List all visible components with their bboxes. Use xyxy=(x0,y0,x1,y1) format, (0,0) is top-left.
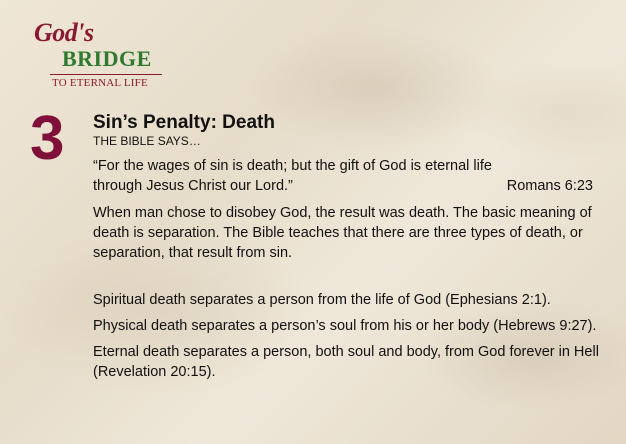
logo-line-bridge: BRIDGE xyxy=(62,46,152,71)
scripture-quote xyxy=(93,156,623,196)
slide-title: Sin’s Penalty: Death xyxy=(93,112,275,133)
eternal-death-paragraph: Eternal death separates a person, both soul and body, from God forever in Hell (Revelation 20:15). xyxy=(93,344,599,380)
verse-line-2: through Jesus Christ our Lord.” xyxy=(93,178,293,194)
logo-tagline: TO ETERNAL LIFE xyxy=(52,77,148,89)
slide-content xyxy=(93,112,623,382)
spiritual-death-paragraph: Spiritual death separates a person from the life of God (Ephesians 2:1). xyxy=(93,292,551,308)
step-number: 3 xyxy=(30,104,65,173)
verse-reference: Romans 6:23 xyxy=(506,178,593,194)
physical-death-paragraph: Physical death separates a person’s soul from his or her body (Hebrews 9:27). xyxy=(93,318,597,334)
gods-bridge-logo xyxy=(34,14,174,94)
slide-subtitle: THE BIBLE SAYS… xyxy=(93,134,201,148)
verse-line-1: “For the wages of sin is death; but the gift of God is eternal life xyxy=(93,158,492,174)
logo-divider xyxy=(50,74,162,75)
logo-line-gods: God's xyxy=(34,18,94,47)
verse-row-2 xyxy=(93,176,593,196)
explanation-paragraph: When man chose to disobey God, the result was death. The basic meaning of death is separation. The Bible teaches that there are three types of death, or separation, that result from sin. xyxy=(93,205,592,261)
